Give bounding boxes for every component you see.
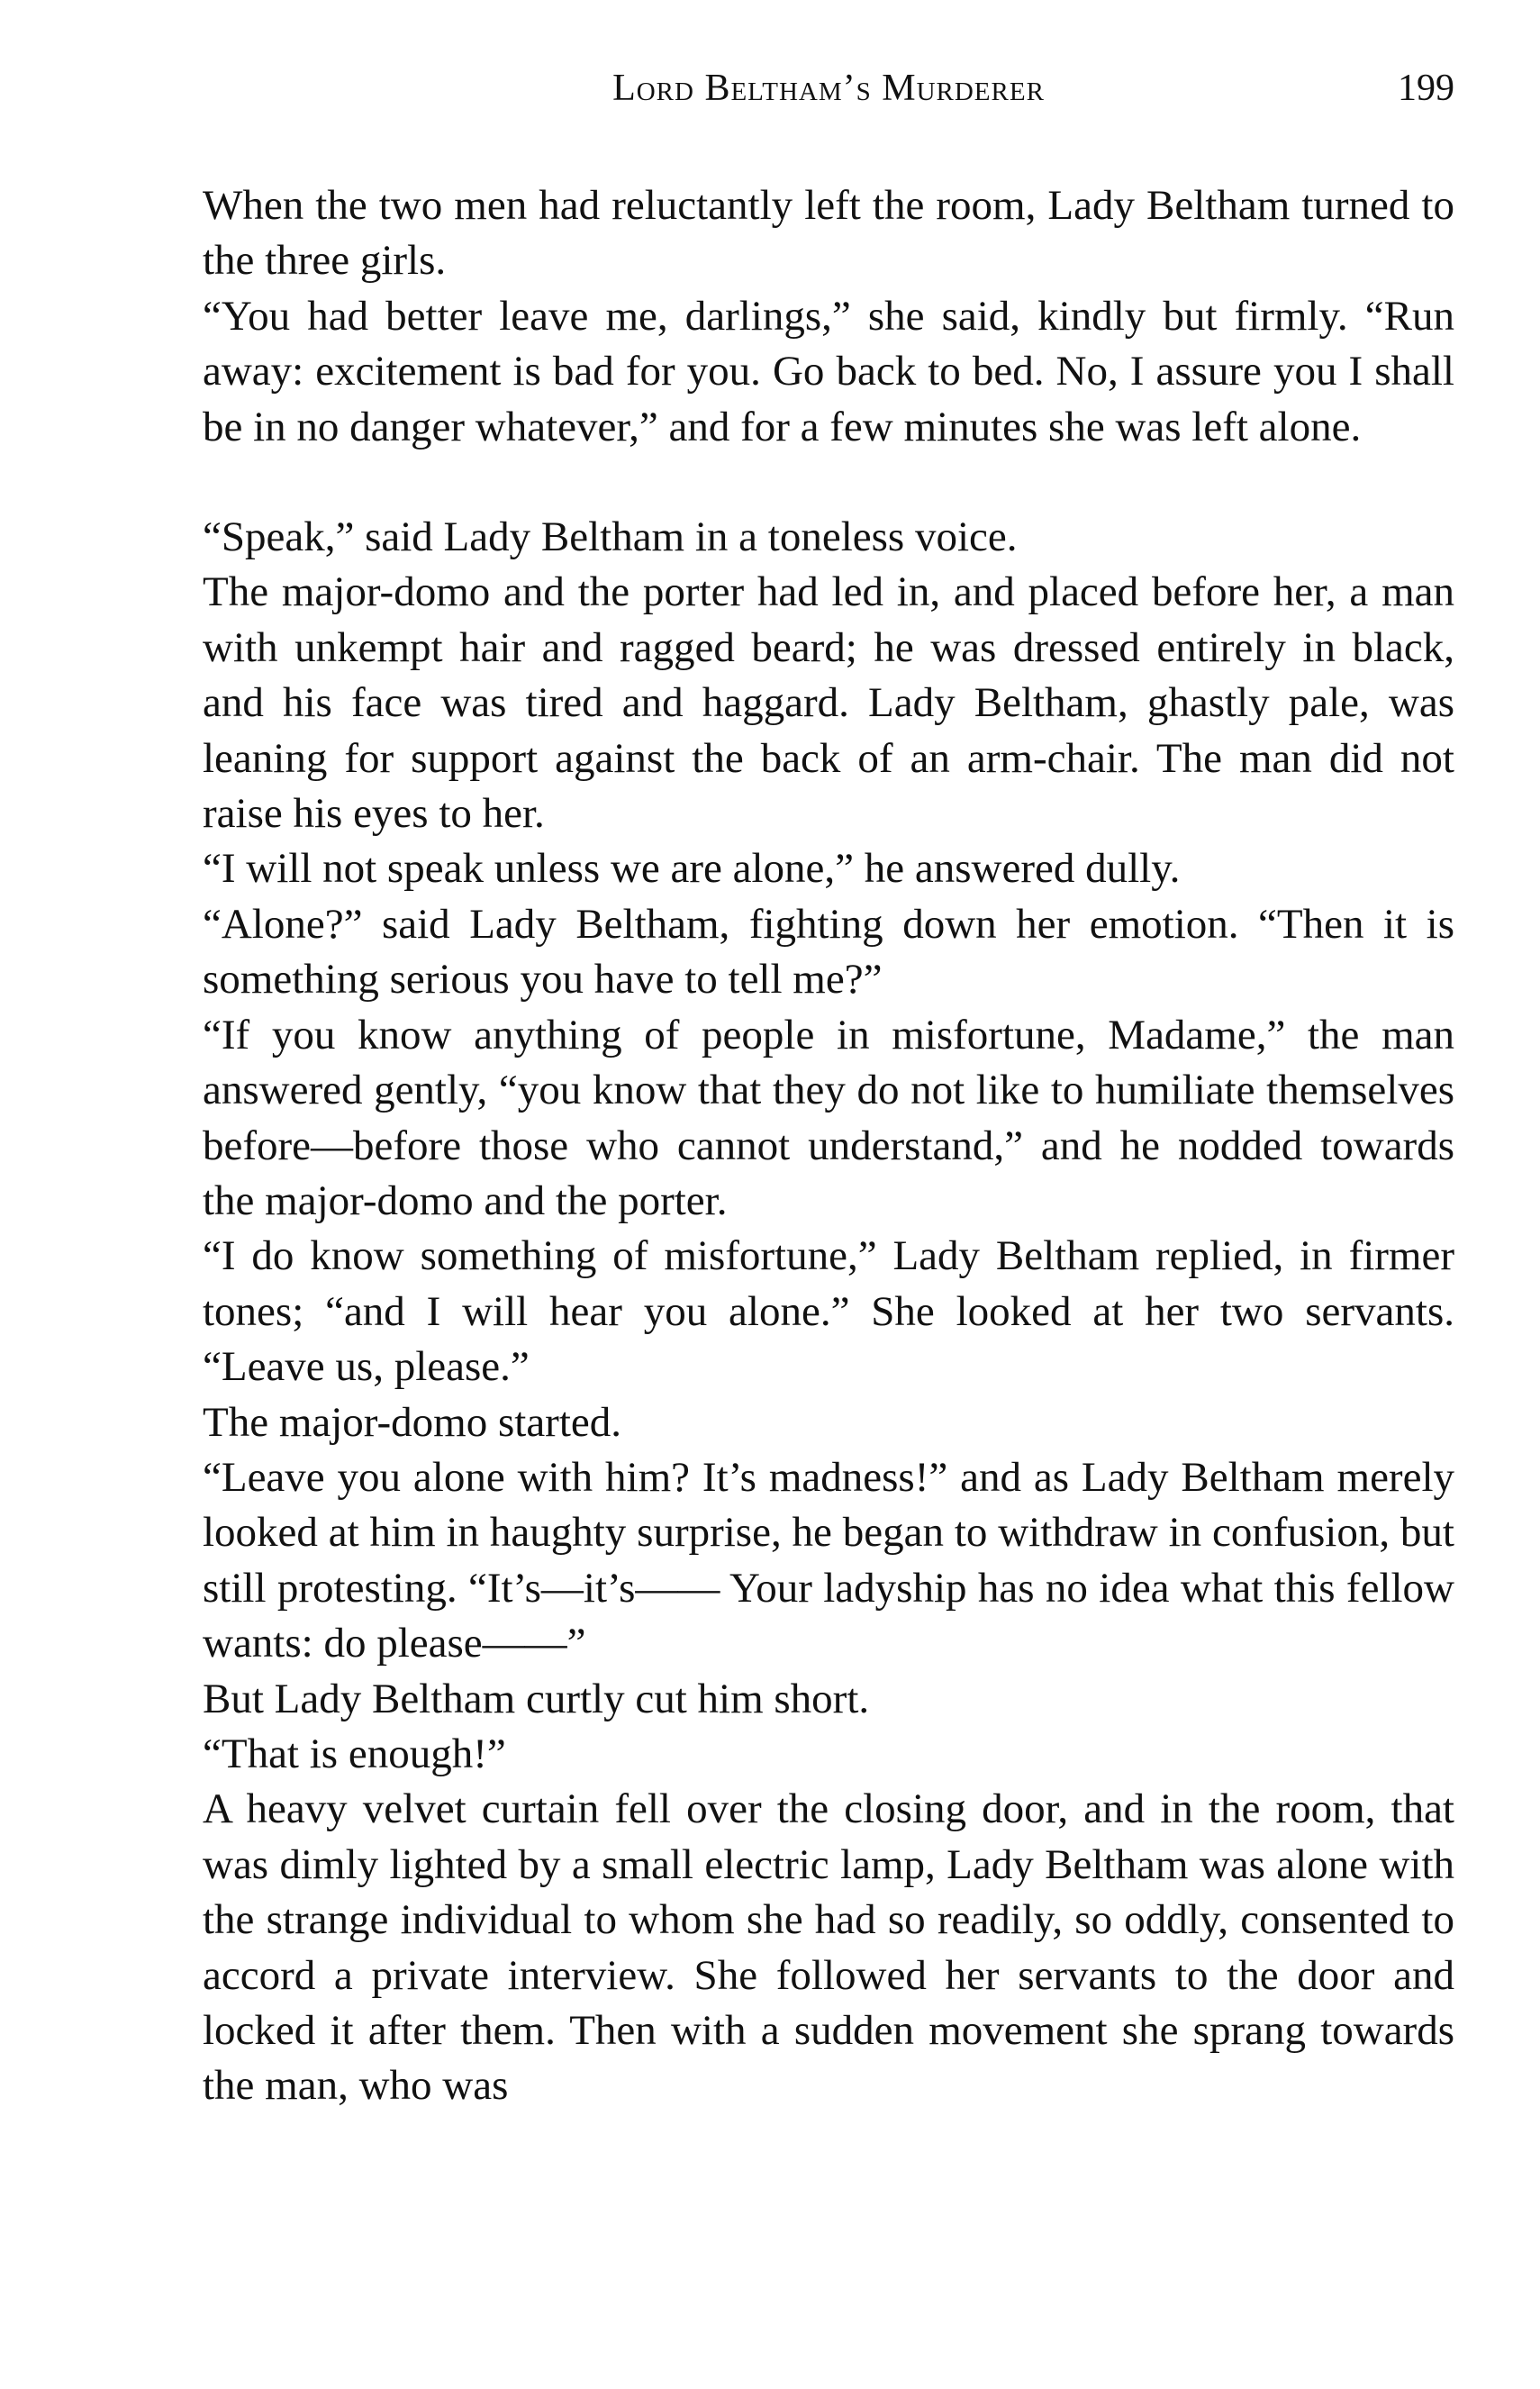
paragraph: The major-domo started. xyxy=(203,1398,621,1446)
paragraph: “I do know something of misfortune,” Lady Beltham replied, in firmer tones; “and I will hear you alone.” She looked at her two servants. “Leave us, please.” xyxy=(203,1232,1454,1391)
body-text xyxy=(203,178,1454,2114)
paragraph: But Lady Beltham curtly cut him short. xyxy=(203,1675,870,1722)
running-head xyxy=(203,61,1454,115)
running-title: Lord Beltham’s Murderer xyxy=(612,68,1045,109)
paragraph: “That is enough!” xyxy=(203,1730,506,1777)
paragraph: “Alone?” said Lady Beltham, fighting down her emotion. “Then it is something serious you have to tell me?” xyxy=(203,900,1454,1004)
paragraph: The major-domo and the porter had led in, and placed before her, a man with unkempt hair and ragged beard; he was dressed entirely in black, and his face was tired and haggard. Lady Beltham, ghastly pale, was leaning for support against the back of an arm-chair. The man did not raise his eyes to her. xyxy=(203,568,1454,838)
paragraph: “You had better leave me, darlings,” she said, kindly but firmly. “Run away: excitement is bad for you. Go back to bed. No, I assure you I shall be in no danger whatever,” and for a few minutes she was left alone. xyxy=(203,292,1454,450)
page-number: 199 xyxy=(1398,68,1454,109)
paragraph: “If you know anything of people in misfortune, Madame,” the man answered gently, “you know that they do not like to humiliate themselves before—before those who cannot understand,” and he nodded towards the major-domo and the porter. xyxy=(203,1011,1454,1224)
paragraph: “I will not speak unless we are alone,” he answered dully. xyxy=(203,845,1181,893)
paragraph: “Leave you alone with him? It’s madness!” and as Lady Beltham merely looked at him in haughty surprise, he began to withdraw in confusion, but still protesting. “It’s—it’s—— Your ladyship has no idea what this fellow wants: do please——” xyxy=(203,1453,1454,1667)
paragraph: A heavy velvet curtain fell over the closing door, and in the room, that was dimly lighted by a small electric lamp, Lady Beltham was alone with the strange individual to whom she had so readily, so oddly, consented to accord a private interview. She followed her servants to the door and locked it after them. Then with a sudden movement she sprang towards the man, who was xyxy=(203,1785,1454,2110)
paragraph: When the two men had reluctantly left the room, Lady Beltham turned to the three girls. xyxy=(203,182,1454,285)
paragraph: “Speak,” said Lady Beltham in a toneless voice. xyxy=(203,513,1018,561)
